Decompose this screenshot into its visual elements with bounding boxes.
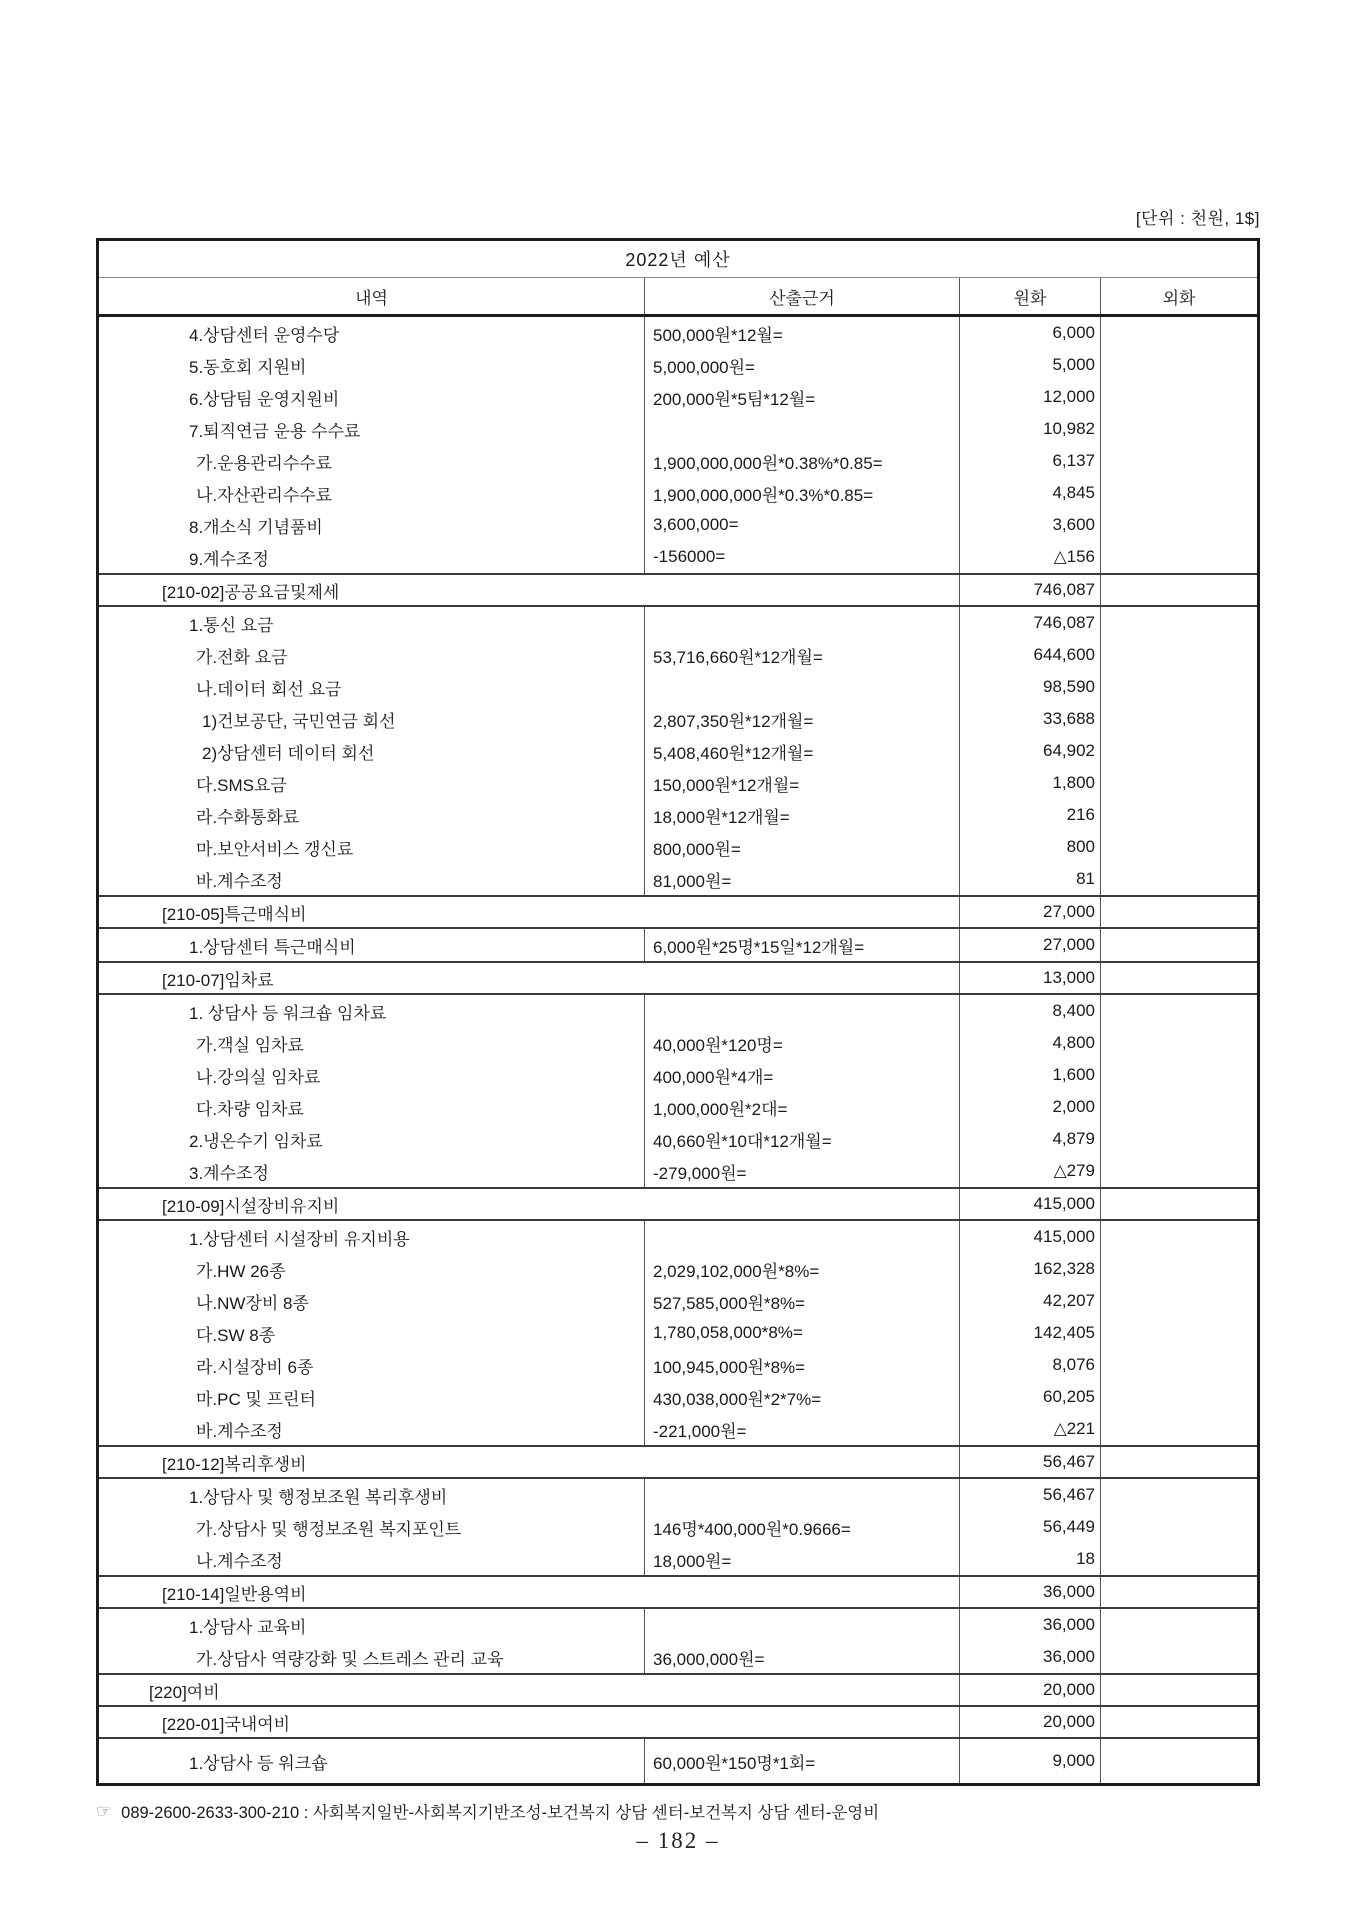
- row-name-cell: 라.수화통화료: [99, 799, 645, 831]
- row-krw-cell: 56,467: [960, 1479, 1101, 1511]
- row-fx-cell: [1101, 349, 1257, 381]
- row-krw-cell: 13,000: [960, 963, 1101, 993]
- row-calc-cell: 53,716,660원*12개월=: [645, 639, 960, 671]
- table-row: [99, 1479, 1257, 1511]
- row-calc-cell: 400,000원*4개=: [645, 1059, 960, 1091]
- row-name-cell: [220]여비: [99, 1675, 960, 1705]
- row-fx-cell: [1101, 575, 1257, 605]
- table-row: [99, 1349, 1257, 1381]
- row-fx-cell: [1101, 1253, 1257, 1285]
- row-name-cell: 1)건보공단, 국민연금 회선: [99, 703, 645, 735]
- row-calc-cell: 100,945,000원*8%=: [645, 1349, 960, 1381]
- row-krw-cell: 56,467: [960, 1447, 1101, 1477]
- row-name-cell: 1.상담사 등 워크숍: [99, 1739, 645, 1783]
- row-name-cell: 나.NW장비 8종: [99, 1285, 645, 1317]
- section-row: [99, 961, 1257, 993]
- table-row: [99, 509, 1257, 541]
- row-name-cell: 7.퇴직연금 운용 수수료: [99, 413, 645, 445]
- row-name-cell: 1. 상담사 등 워크숍 임차료: [99, 995, 645, 1027]
- row-calc-cell: 60,000원*150명*1회=: [645, 1739, 960, 1783]
- row-calc-cell: 150,000원*12개월=: [645, 767, 960, 799]
- row-name-cell: [210-09]시설장비유지비: [99, 1189, 960, 1219]
- row-krw-cell: 644,600: [960, 639, 1101, 671]
- table-row: [99, 445, 1257, 477]
- row-krw-cell: 98,590: [960, 671, 1101, 703]
- row-name-cell: 8.개소식 기념품비: [99, 509, 645, 541]
- unit-label: [단위 : 천원, 1$]: [1135, 209, 1260, 228]
- row-calc-cell: 2,807,350원*12개월=: [645, 703, 960, 735]
- row-krw-cell: 142,405: [960, 1317, 1101, 1349]
- col-header-basis: 산출근거: [645, 278, 960, 314]
- table-row: [99, 735, 1257, 767]
- table-row: [99, 1155, 1257, 1187]
- row-calc-cell: 18,000원=: [645, 1543, 960, 1575]
- row-krw-cell: 415,000: [960, 1221, 1101, 1253]
- row-fx-cell: [1101, 607, 1257, 639]
- row-krw-cell: 1,800: [960, 767, 1101, 799]
- row-krw-cell: 8,076: [960, 1349, 1101, 1381]
- row-calc-cell: [645, 995, 960, 1027]
- row-group: [99, 1477, 1257, 1575]
- row-fx-cell: [1101, 929, 1257, 961]
- row-fx-cell: [1101, 1543, 1257, 1575]
- row-fx-cell: [1101, 639, 1257, 671]
- row-krw-cell: 1,600: [960, 1059, 1101, 1091]
- row-name-cell: [210-05]특근매식비: [99, 897, 960, 927]
- row-name-cell: 다.SW 8종: [99, 1317, 645, 1349]
- section-row: [99, 1705, 1257, 1737]
- row-group: [99, 1607, 1257, 1673]
- table-row: [99, 1381, 1257, 1413]
- row-calc-cell: 1,780,058,000*8%=: [645, 1317, 960, 1349]
- row-krw-cell: 800: [960, 831, 1101, 863]
- row-name-cell: 다.차량 임차료: [99, 1091, 645, 1123]
- table-row: [99, 1253, 1257, 1285]
- row-group: [99, 993, 1257, 1187]
- row-fx-cell: [1101, 1285, 1257, 1317]
- row-fx-cell: [1101, 317, 1257, 349]
- row-calc-cell: [645, 1609, 960, 1641]
- row-krw-cell: 42,207: [960, 1285, 1101, 1317]
- col-header-krw: 원화: [960, 278, 1101, 314]
- row-fx-cell: [1101, 1381, 1257, 1413]
- row-krw-cell: 8,400: [960, 995, 1101, 1027]
- budget-table: [96, 238, 1260, 1786]
- row-fx-cell: [1101, 1349, 1257, 1381]
- row-krw-cell: 36,000: [960, 1641, 1101, 1673]
- row-fx-cell: [1101, 1413, 1257, 1445]
- row-name-cell: 가.HW 26종: [99, 1253, 645, 1285]
- row-krw-cell: 162,328: [960, 1253, 1101, 1285]
- row-name-cell: [210-07]임차료: [99, 963, 960, 993]
- row-krw-cell: 27,000: [960, 897, 1101, 927]
- row-name-cell: 1.상담센터 시설장비 유지비용: [99, 1221, 645, 1253]
- section-row: [99, 1445, 1257, 1477]
- row-krw-cell: 36,000: [960, 1577, 1101, 1607]
- row-krw-cell: 746,087: [960, 575, 1101, 605]
- row-fx-cell: [1101, 445, 1257, 477]
- row-calc-cell: 430,038,000원*2*7%=: [645, 1381, 960, 1413]
- row-krw-cell: 20,000: [960, 1675, 1101, 1705]
- row-krw-cell: 81: [960, 863, 1101, 895]
- table-row: [99, 929, 1257, 961]
- row-name-cell: 나.자산관리수수료: [99, 477, 645, 509]
- table-row: [99, 671, 1257, 703]
- row-calc-cell: 81,000원=: [645, 863, 960, 895]
- row-fx-cell: [1101, 1675, 1257, 1705]
- row-fx-cell: [1101, 1123, 1257, 1155]
- row-group: [99, 1737, 1257, 1783]
- row-fx-cell: [1101, 767, 1257, 799]
- row-group: [99, 605, 1257, 895]
- row-name-cell: 1.상담센터 특근매식비: [99, 929, 645, 961]
- table-row: [99, 1091, 1257, 1123]
- row-name-cell: 마.보안서비스 갱신료: [99, 831, 645, 863]
- row-calc-cell: [645, 671, 960, 703]
- row-name-cell: [210-14]일반용역비: [99, 1577, 960, 1607]
- row-group: [99, 317, 1257, 573]
- row-fx-cell: [1101, 1059, 1257, 1091]
- col-header-detail: 내역: [99, 278, 645, 314]
- table-row: [99, 703, 1257, 735]
- table-row: [99, 863, 1257, 895]
- row-name-cell: 2)상담센터 데이터 회선: [99, 735, 645, 767]
- row-krw-cell: 6,137: [960, 445, 1101, 477]
- row-calc-cell: [645, 413, 960, 445]
- table-row: [99, 1285, 1257, 1317]
- row-krw-cell: 415,000: [960, 1189, 1101, 1219]
- row-calc-cell: [645, 1221, 960, 1253]
- row-name-cell: 3.계수조정: [99, 1155, 645, 1187]
- row-calc-cell: 5,408,460원*12개월=: [645, 735, 960, 767]
- row-fx-cell: [1101, 1317, 1257, 1349]
- row-fx-cell: [1101, 897, 1257, 927]
- table-row: [99, 831, 1257, 863]
- row-krw-cell: 2,000: [960, 1091, 1101, 1123]
- row-fx-cell: [1101, 1739, 1257, 1783]
- row-fx-cell: [1101, 671, 1257, 703]
- table-row: [99, 1027, 1257, 1059]
- row-fx-cell: [1101, 863, 1257, 895]
- row-fx-cell: [1101, 477, 1257, 509]
- row-calc-cell: [645, 1479, 960, 1511]
- table-row: [99, 1641, 1257, 1673]
- section-row: [99, 1673, 1257, 1705]
- row-calc-cell: 5,000,000원=: [645, 349, 960, 381]
- row-name-cell: 가.상담사 및 행정보조원 복지포인트: [99, 1511, 645, 1543]
- row-calc-cell: 2,029,102,000원*8%=: [645, 1253, 960, 1285]
- row-krw-cell: △279: [960, 1155, 1101, 1187]
- row-krw-cell: 10,982: [960, 413, 1101, 445]
- table-row: [99, 317, 1257, 349]
- row-krw-cell: △156: [960, 541, 1101, 573]
- row-krw-cell: 20,000: [960, 1707, 1101, 1737]
- row-krw-cell: △221: [960, 1413, 1101, 1445]
- footnote: [96, 1799, 1260, 1823]
- row-fx-cell: [1101, 1479, 1257, 1511]
- row-fx-cell: [1101, 1189, 1257, 1219]
- row-calc-cell: 1,900,000,000원*0.3%*0.85=: [645, 477, 960, 509]
- row-krw-cell: 56,449: [960, 1511, 1101, 1543]
- row-krw-cell: 27,000: [960, 929, 1101, 961]
- row-krw-cell: 5,000: [960, 349, 1101, 381]
- table-row: [99, 1511, 1257, 1543]
- row-krw-cell: 33,688: [960, 703, 1101, 735]
- row-fx-cell: [1101, 735, 1257, 767]
- table-row: [99, 995, 1257, 1027]
- row-name-cell: 4.상담센터 운영수당: [99, 317, 645, 349]
- row-calc-cell: 40,000원*120명=: [645, 1027, 960, 1059]
- row-fx-cell: [1101, 1707, 1257, 1737]
- row-name-cell: 바.계수조정: [99, 1413, 645, 1445]
- table-row: [99, 799, 1257, 831]
- row-krw-cell: 64,902: [960, 735, 1101, 767]
- row-fx-cell: [1101, 381, 1257, 413]
- row-calc-cell: -279,000원=: [645, 1155, 960, 1187]
- table-row: [99, 1123, 1257, 1155]
- row-name-cell: 나.계수조정: [99, 1543, 645, 1575]
- row-name-cell: 가.객실 임차료: [99, 1027, 645, 1059]
- row-fx-cell: [1101, 1511, 1257, 1543]
- row-group: [99, 1219, 1257, 1445]
- row-calc-cell: 200,000원*5팀*12월=: [645, 381, 960, 413]
- row-fx-cell: [1101, 831, 1257, 863]
- row-krw-cell: 4,800: [960, 1027, 1101, 1059]
- row-calc-cell: -221,000원=: [645, 1413, 960, 1445]
- section-row: [99, 573, 1257, 605]
- page-number: – 182 –: [636, 1828, 720, 1853]
- row-name-cell: 1.상담사 교육비: [99, 1609, 645, 1641]
- row-name-cell: [220-01]국내여비: [99, 1707, 960, 1737]
- row-name-cell: 마.PC 및 프린터: [99, 1381, 645, 1413]
- row-fx-cell: [1101, 1091, 1257, 1123]
- row-calc-cell: 800,000원=: [645, 831, 960, 863]
- table-row: [99, 607, 1257, 639]
- row-name-cell: 나.강의실 임차료: [99, 1059, 645, 1091]
- row-fx-cell: [1101, 799, 1257, 831]
- row-name-cell: 가.운용관리수수료: [99, 445, 645, 477]
- table-row: [99, 1609, 1257, 1641]
- row-calc-cell: -156000=: [645, 541, 960, 573]
- table-title: 2022년 예산: [99, 241, 1257, 278]
- table-row: [99, 541, 1257, 573]
- section-row: [99, 1575, 1257, 1607]
- section-row: [99, 895, 1257, 927]
- row-calc-cell: 18,000원*12개월=: [645, 799, 960, 831]
- row-krw-cell: 4,845: [960, 477, 1101, 509]
- row-krw-cell: 60,205: [960, 1381, 1101, 1413]
- row-fx-cell: [1101, 1027, 1257, 1059]
- row-calc-cell: 3,600,000=: [645, 509, 960, 541]
- table-row: [99, 1739, 1257, 1783]
- row-name-cell: 가.전화 요금: [99, 639, 645, 671]
- table-row: [99, 413, 1257, 445]
- row-name-cell: 5.동호회 지원비: [99, 349, 645, 381]
- row-group: [99, 927, 1257, 961]
- row-name-cell: 나.데이터 회선 요금: [99, 671, 645, 703]
- table-row: [99, 1317, 1257, 1349]
- row-fx-cell: [1101, 413, 1257, 445]
- row-krw-cell: 216: [960, 799, 1101, 831]
- row-name-cell: 다.SMS요금: [99, 767, 645, 799]
- row-calc-cell: 500,000원*12월=: [645, 317, 960, 349]
- col-header-fx: 외화: [1162, 288, 1196, 308]
- table-row: [99, 1413, 1257, 1445]
- row-name-cell: 바.계수조정: [99, 863, 645, 895]
- row-name-cell: 1.상담사 및 행정보조원 복리후생비: [99, 1479, 645, 1511]
- row-fx-cell: [1101, 995, 1257, 1027]
- row-calc-cell: 527,585,000원*8%=: [645, 1285, 960, 1317]
- table-row: [99, 639, 1257, 671]
- row-krw-cell: 6,000: [960, 317, 1101, 349]
- row-calc-cell: 40,660원*10대*12개월=: [645, 1123, 960, 1155]
- row-calc-cell: 146명*400,000원*0.9666=: [645, 1511, 960, 1543]
- row-krw-cell: 9,000: [960, 1739, 1101, 1783]
- row-krw-cell: 12,000: [960, 381, 1101, 413]
- table-row: [99, 1221, 1257, 1253]
- table-row: [99, 349, 1257, 381]
- row-fx-cell: [1101, 963, 1257, 993]
- row-fx-cell: [1101, 541, 1257, 573]
- row-name-cell: 2.냉온수기 임차료: [99, 1123, 645, 1155]
- table-row: [99, 477, 1257, 509]
- row-fx-cell: [1101, 703, 1257, 735]
- row-fx-cell: [1101, 509, 1257, 541]
- row-fx-cell: [1101, 1609, 1257, 1641]
- pointing-hand-icon: ☞: [96, 1800, 113, 1821]
- table-row: [99, 1059, 1257, 1091]
- row-name-cell: 9.계수조정: [99, 541, 645, 573]
- row-fx-cell: [1101, 1577, 1257, 1607]
- row-name-cell: 라.시설장비 6종: [99, 1349, 645, 1381]
- row-calc-cell: 1,900,000,000원*0.38%*0.85=: [645, 445, 960, 477]
- row-krw-cell: 4,879: [960, 1123, 1101, 1155]
- footnote-text: 089-2600-2633-300-210 : 사회복지일반-사회복지기반조성-보건복지 상담 센터-보건복지 상담 센터-운영비: [121, 1804, 880, 1822]
- row-name-cell: 6.상담팀 운영지원비: [99, 381, 645, 413]
- table-body: [99, 317, 1257, 1783]
- row-name-cell: 가.상담사 역량강화 및 스트레스 관리 교육: [99, 1641, 645, 1673]
- table-header-row: [99, 278, 1257, 317]
- table-row: [99, 767, 1257, 799]
- row-calc-cell: 1,000,000원*2대=: [645, 1091, 960, 1123]
- row-name-cell: 1.통신 요금: [99, 607, 645, 639]
- row-calc-cell: 6,000원*25명*15일*12개월=: [645, 929, 960, 961]
- section-row: [99, 1187, 1257, 1219]
- row-fx-cell: [1101, 1447, 1257, 1477]
- row-calc-cell: 36,000,000원=: [645, 1641, 960, 1673]
- row-name-cell: [210-02]공공요금및제세: [99, 575, 960, 605]
- table-row: [99, 1543, 1257, 1575]
- row-fx-cell: [1101, 1641, 1257, 1673]
- table-row: [99, 381, 1257, 413]
- row-krw-cell: 36,000: [960, 1609, 1101, 1641]
- row-krw-cell: 746,087: [960, 607, 1101, 639]
- row-fx-cell: [1101, 1155, 1257, 1187]
- row-krw-cell: 3,600: [960, 509, 1101, 541]
- row-name-cell: [210-12]복리후생비: [99, 1447, 960, 1477]
- row-krw-cell: 18: [960, 1543, 1101, 1575]
- row-fx-cell: [1101, 1221, 1257, 1253]
- row-calc-cell: [645, 607, 960, 639]
